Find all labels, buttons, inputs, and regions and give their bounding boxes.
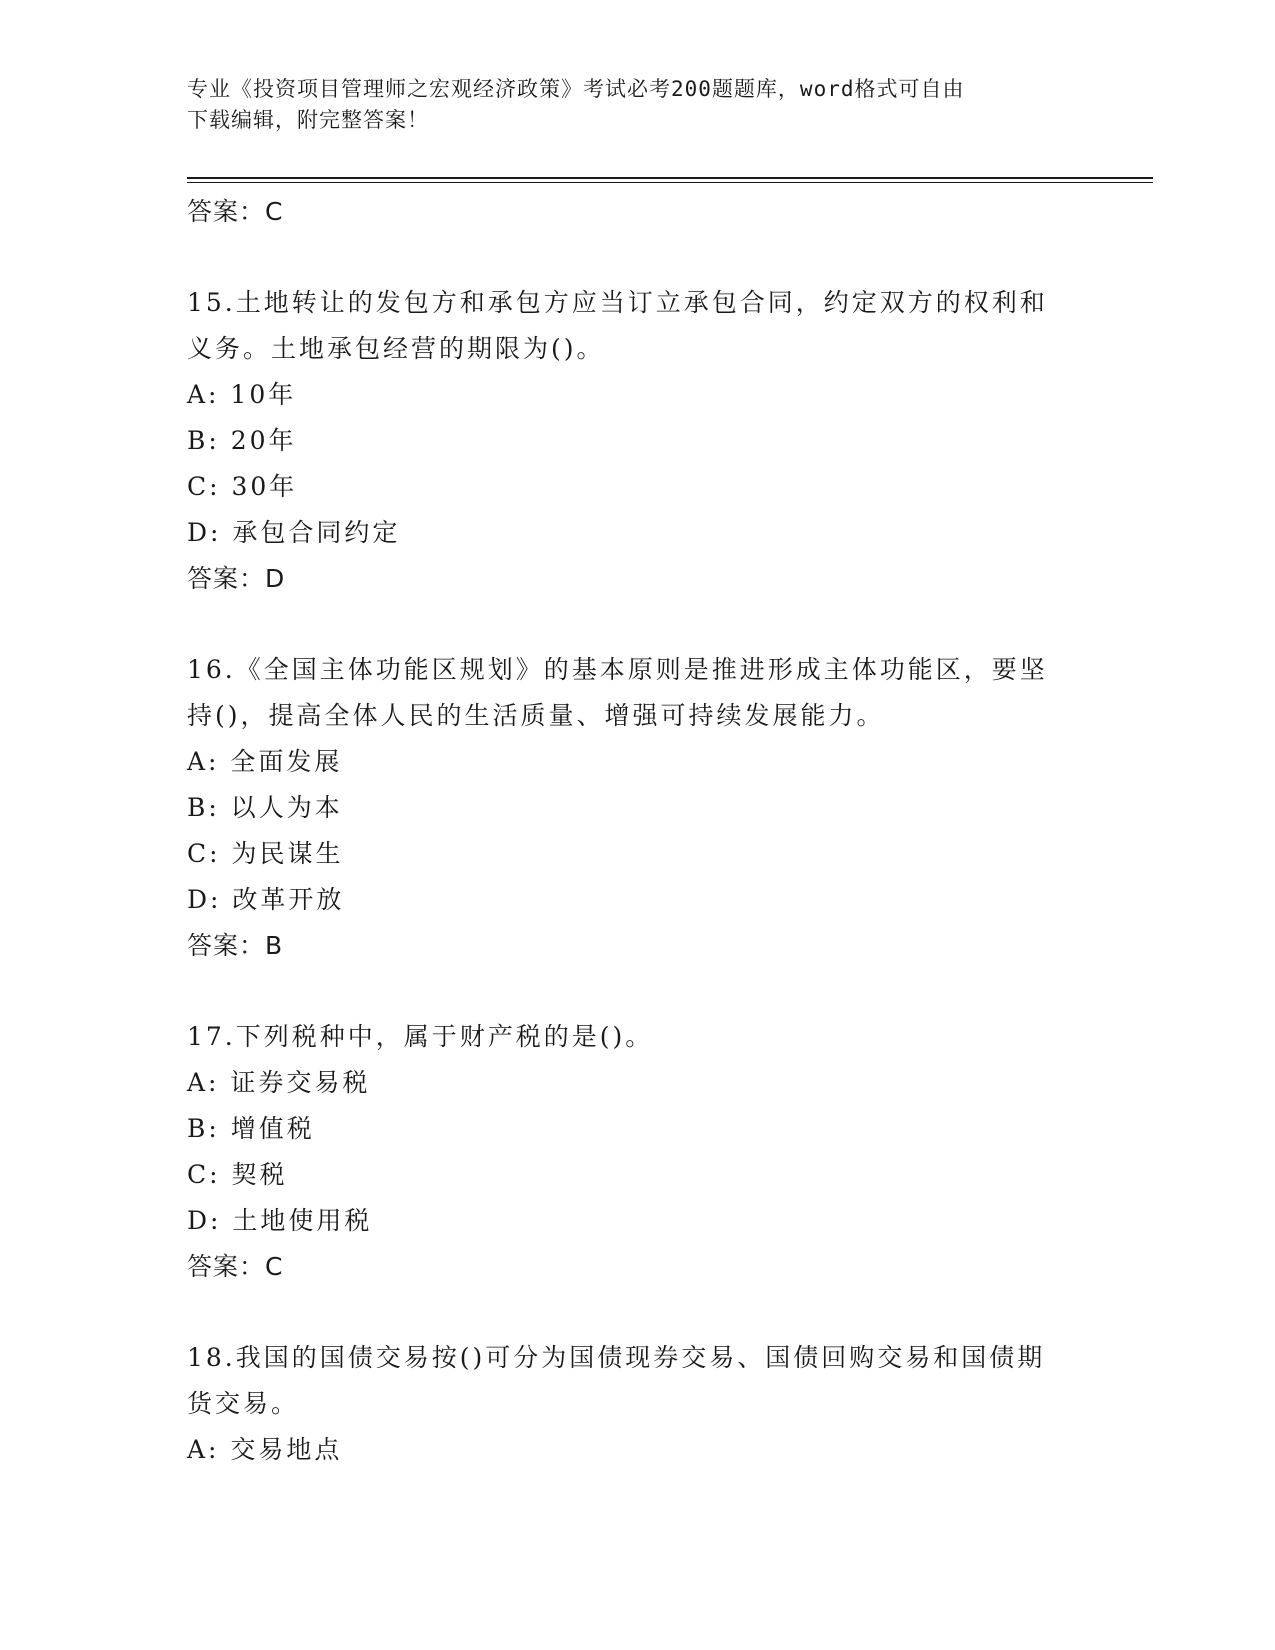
header-line-1: 专业《投资项目管理师之宏观经济政策》考试必考200题题库，word格式可自由 bbox=[187, 77, 965, 101]
question-16 bbox=[187, 647, 1087, 969]
spacer bbox=[187, 969, 1087, 1014]
option-d: D: 改革开放 bbox=[187, 885, 345, 914]
answer: 答案：D bbox=[187, 564, 286, 593]
option-a: A: 交易地点 bbox=[187, 1435, 343, 1464]
question-18 bbox=[187, 1335, 1087, 1473]
question-text-line: 货交易。 bbox=[187, 1389, 300, 1418]
document-header bbox=[187, 74, 1087, 136]
previous-answer: 答案：C bbox=[187, 197, 284, 226]
option-a: A: 10年 bbox=[187, 380, 297, 409]
question-text-line: 16.《全国主体功能区规划》的基本原则是推进形成主体功能区，要坚 bbox=[187, 655, 1048, 684]
option-b: B: 20年 bbox=[187, 426, 297, 455]
header-line-2: 下载编辑，附完整答案！ bbox=[187, 108, 429, 132]
header-divider-thin bbox=[187, 182, 1153, 183]
question-text-line: 15.土地转让的发包方和承包方应当订立承包合同，约定双方的权利和 bbox=[187, 288, 1048, 317]
spacer bbox=[187, 602, 1087, 647]
header-divider-thick bbox=[187, 177, 1153, 179]
question-15 bbox=[187, 280, 1087, 602]
option-a: A: 全面发展 bbox=[187, 747, 343, 776]
question-text-line: 18.我国的国债交易按()可分为国债现券交易、国债回购交易和国债期 bbox=[187, 1343, 1046, 1372]
option-d: D: 承包合同约定 bbox=[187, 518, 401, 547]
option-b: B: 以人为本 bbox=[187, 793, 343, 822]
spacer bbox=[187, 1290, 1087, 1335]
question-text-line: 17.下列税种中，属于财产税的是()。 bbox=[187, 1022, 654, 1051]
option-c: C: 30年 bbox=[187, 472, 298, 501]
answer: 答案：C bbox=[187, 1252, 284, 1281]
question-text-line: 义务。土地承包经营的期限为()。 bbox=[187, 334, 605, 363]
option-d: D: 土地使用税 bbox=[187, 1206, 373, 1235]
option-c: C: 为民谋生 bbox=[187, 839, 344, 868]
question-text-line: 持()，提高全体人民的生活质量、增强可持续发展能力。 bbox=[187, 701, 885, 730]
question-17 bbox=[187, 1014, 1087, 1290]
option-a: A: 证券交易税 bbox=[187, 1068, 371, 1097]
answer: 答案：B bbox=[187, 931, 284, 960]
option-c: C: 契税 bbox=[187, 1160, 288, 1189]
option-b: B: 增值税 bbox=[187, 1114, 315, 1143]
question-list bbox=[187, 189, 1087, 1473]
spacer bbox=[187, 235, 1087, 280]
